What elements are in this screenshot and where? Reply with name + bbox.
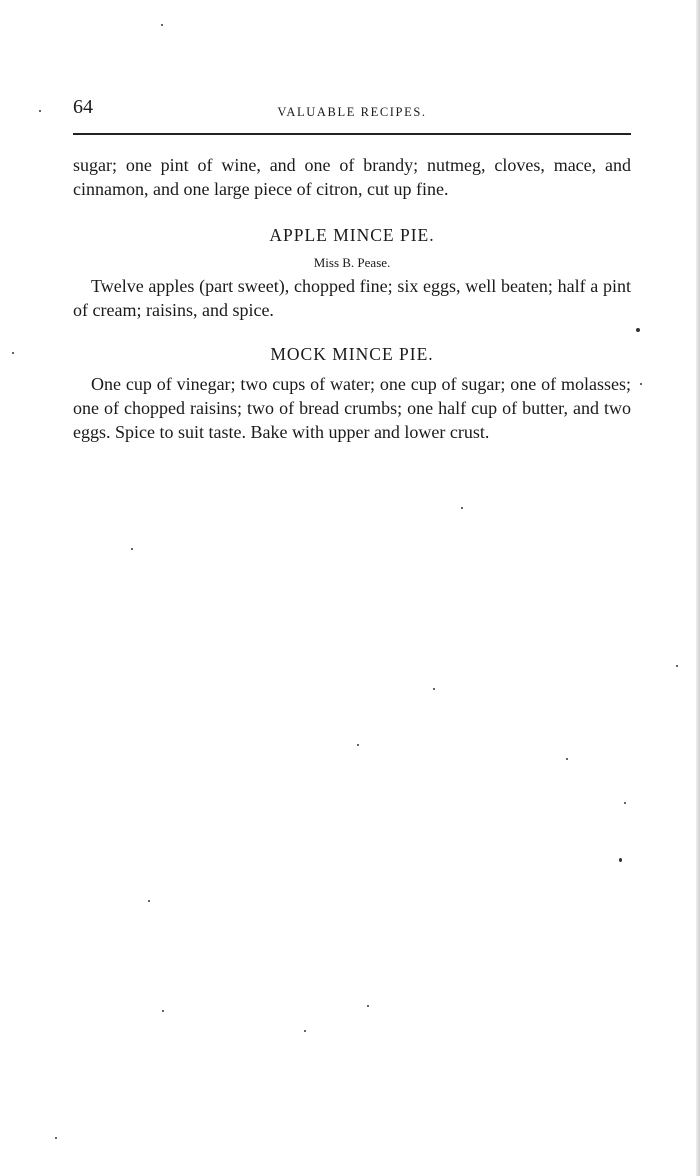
scan-speck (636, 328, 640, 332)
scan-speck (148, 900, 150, 902)
recipe-title-mock-mince-pie: MOCK MINCE PIE. (270, 344, 434, 364)
page-number: 64 (73, 96, 93, 118)
page-edge (696, 0, 700, 1176)
continuation-paragraph: sugar; one pint of wine, and one of brandy; nutmeg, cloves, mace, and cinnamon, and one large piece of citron, cut up fine. (73, 155, 631, 199)
recipe-text-mock-mince-pie: One cup of vinegar; two cups of water; one cup of sugar; one of molasses; one of chopped raisins; two of bread crumbs; one half cup of butter, and two eggs. Spice to suit taste. Bake with upper and lower crust. (73, 374, 631, 442)
scan-speck (162, 1010, 164, 1012)
page-header (73, 96, 631, 126)
running-title: VALUABLE RECIPES. (277, 105, 427, 119)
scan-speck (433, 688, 435, 690)
scan-speck (39, 110, 41, 112)
header-rule (73, 133, 631, 135)
scan-speck (619, 858, 622, 862)
scan-speck (461, 507, 463, 509)
scan-speck (566, 758, 568, 760)
scan-speck (624, 802, 626, 804)
recipe-attribution: Miss B. Pease. (313, 255, 391, 270)
scan-speck (12, 352, 14, 354)
scan-speck (161, 24, 163, 26)
scan-speck (131, 548, 133, 550)
scan-speck (357, 744, 359, 746)
scan-speck (676, 665, 678, 667)
scan-speck (55, 1137, 57, 1139)
recipe-text-apple-mince-pie: Twelve apples (part sweet), chopped fine; six eggs, well beaten; half a pint of cream; raisins, and spice. (73, 276, 631, 320)
scan-speck (304, 1030, 306, 1032)
scan-speck (367, 1005, 369, 1007)
scan-speck (640, 383, 642, 385)
recipe-title-apple-mince-pie: APPLE MINCE PIE. (269, 225, 435, 245)
